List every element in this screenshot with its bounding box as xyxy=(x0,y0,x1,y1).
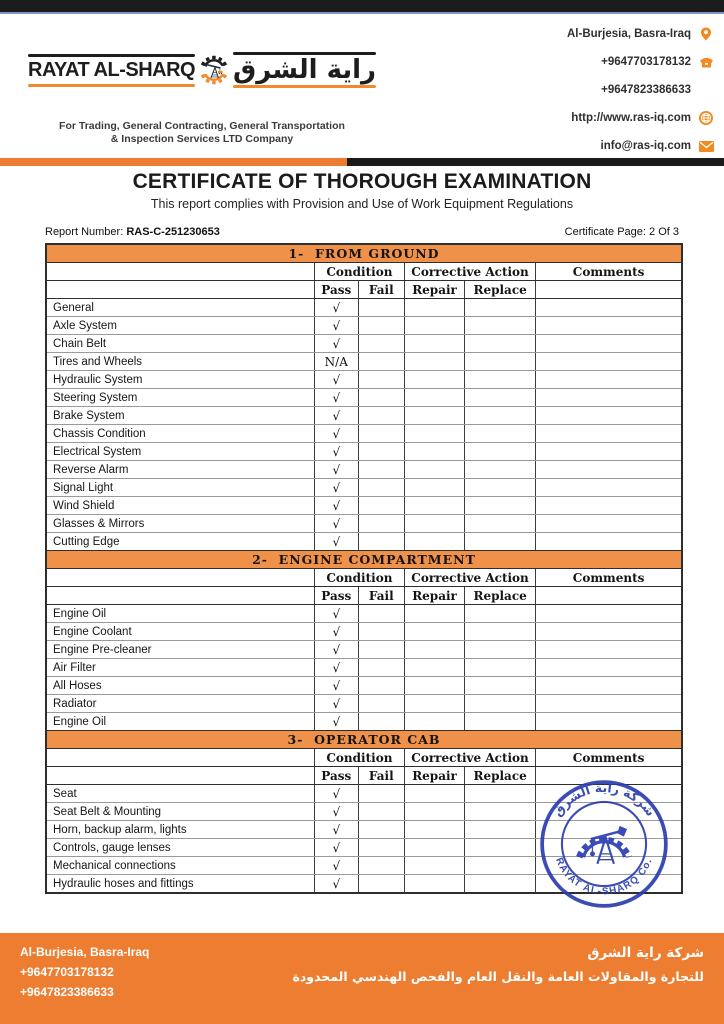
fail-cell xyxy=(358,695,404,712)
fail-cell xyxy=(358,659,404,676)
replace-cell xyxy=(464,821,535,838)
footer-contact xyxy=(20,942,149,1002)
comments-cell xyxy=(535,641,681,658)
contact-phone1-row xyxy=(567,48,714,76)
pass-cell: √ xyxy=(314,515,358,532)
comments-cell xyxy=(535,299,681,316)
repair-header: Repair xyxy=(404,281,464,298)
table-row xyxy=(47,640,681,658)
company-logo-block xyxy=(28,22,376,146)
section-rows xyxy=(47,605,681,730)
table-row xyxy=(47,658,681,676)
condition-header: Condition xyxy=(314,569,404,586)
repair-cell xyxy=(404,821,464,838)
table-header-group-row xyxy=(47,263,681,280)
pass-cell: √ xyxy=(314,389,358,406)
comments-cell xyxy=(535,515,681,532)
certificate-page-value: 2 Of 3 xyxy=(649,226,679,238)
repair-cell xyxy=(404,317,464,334)
table-row xyxy=(47,334,681,352)
replace-cell xyxy=(464,317,535,334)
company-name-arabic: راية الشرق xyxy=(232,55,376,85)
pass-cell: √ xyxy=(314,299,358,316)
item-cell: Engine Oil xyxy=(53,607,107,620)
fail-cell xyxy=(358,335,404,352)
phone-icon xyxy=(698,54,714,70)
replace-cell xyxy=(464,533,535,550)
repair-cell xyxy=(404,299,464,316)
replace-header: Replace xyxy=(464,587,535,604)
repair-cell xyxy=(404,623,464,640)
divider-black-segment xyxy=(347,158,724,166)
item-cell: Chassis Condition xyxy=(53,427,146,440)
pass-cell: √ xyxy=(314,695,358,712)
replace-cell xyxy=(464,875,535,892)
repair-header: Repair xyxy=(404,587,464,604)
table-row xyxy=(47,299,681,316)
section-header-bar xyxy=(47,550,681,569)
stamp-latin-text: RAYAT AL-SHARQ Co. xyxy=(553,856,655,898)
fail-cell xyxy=(358,299,404,316)
pass-cell: √ xyxy=(314,803,358,820)
section-header-bar xyxy=(47,245,681,263)
comments-cell xyxy=(535,623,681,640)
contact-block xyxy=(567,20,714,160)
table-row xyxy=(47,442,681,460)
comments-cell xyxy=(535,713,681,730)
fail-cell xyxy=(358,875,404,892)
gear-pumpjack-logo-icon xyxy=(199,22,229,118)
pass-cell: √ xyxy=(314,497,358,514)
pass-cell: √ xyxy=(314,677,358,694)
item-cell: Signal Light xyxy=(53,481,114,494)
envelope-icon xyxy=(698,138,714,154)
pass-cell: √ xyxy=(314,839,358,856)
replace-cell xyxy=(464,389,535,406)
item-cell: Glasses & Mirrors xyxy=(53,517,145,530)
replace-cell xyxy=(464,695,535,712)
repair-cell xyxy=(404,857,464,874)
item-header-spacer xyxy=(47,263,314,280)
comments-cell xyxy=(535,353,681,370)
corrective-action-header: Corrective Action xyxy=(404,749,535,766)
inspection-section xyxy=(47,245,681,550)
tagline-line2: & Inspection Services LTD Company xyxy=(110,133,294,145)
table-row xyxy=(47,496,681,514)
table-row xyxy=(47,478,681,496)
tagline-line1: For Trading, General Contracting, General Transportation xyxy=(59,120,345,132)
top-bar xyxy=(0,0,724,14)
replace-cell xyxy=(464,677,535,694)
latin-name-wrap xyxy=(28,54,195,87)
company-stamp xyxy=(538,778,670,910)
replace-cell xyxy=(464,299,535,316)
repair-cell xyxy=(404,389,464,406)
replace-cell xyxy=(464,425,535,442)
replace-cell xyxy=(464,659,535,676)
fail-header: Fail xyxy=(358,587,404,604)
replace-cell xyxy=(464,785,535,802)
item-cell: Air Filter xyxy=(53,661,96,674)
fail-cell xyxy=(358,821,404,838)
certificate-title: CERTIFICATE OF THOROUGH EXAMINATION xyxy=(132,170,592,193)
replace-cell xyxy=(464,371,535,388)
pass-cell: √ xyxy=(314,461,358,478)
header-divider xyxy=(0,158,724,166)
table-subheader-row xyxy=(47,280,681,299)
pass-header: Pass xyxy=(314,587,358,604)
comments-cell xyxy=(535,461,681,478)
svg-text:شركة راية الشرق xyxy=(550,781,657,819)
pass-cell: √ xyxy=(314,605,358,622)
repair-cell xyxy=(404,479,464,496)
repair-cell xyxy=(404,335,464,352)
location-pin-icon xyxy=(698,26,714,42)
table-row xyxy=(47,712,681,730)
condition-header: Condition xyxy=(314,263,404,280)
repair-header: Repair xyxy=(404,767,464,784)
table-row xyxy=(47,406,681,424)
item-cell: Cutting Edge xyxy=(53,535,120,548)
item-cell: Hydraulic hoses and fittings xyxy=(53,877,194,890)
fail-cell xyxy=(358,785,404,802)
fail-cell xyxy=(358,353,404,370)
comments-cell xyxy=(535,407,681,424)
item-cell: Chain Belt xyxy=(53,337,107,350)
item-cell: General xyxy=(53,301,94,314)
item-cell: Steering System xyxy=(53,391,138,404)
table-row xyxy=(47,694,681,712)
repair-cell xyxy=(404,695,464,712)
svg-text:RAYAT AL-SHARQ Co. xyxy=(553,856,655,897)
email-text[interactable]: info@ras-iq.com xyxy=(600,140,691,152)
company-name-latin: RAYAT AL-SHARQ xyxy=(28,58,196,81)
pass-cell: √ xyxy=(314,641,358,658)
table-row xyxy=(47,460,681,478)
fail-header: Fail xyxy=(358,767,404,784)
comments-cell xyxy=(535,389,681,406)
fail-cell xyxy=(358,677,404,694)
fail-cell xyxy=(358,425,404,442)
replace-cell xyxy=(464,641,535,658)
comments-header: Comments xyxy=(535,263,681,280)
corrective-action-header: Corrective Action xyxy=(404,263,535,280)
item-cell: Radiator xyxy=(53,697,97,710)
report-info-row xyxy=(45,226,679,238)
item-header-spacer xyxy=(47,749,314,766)
comments-cell xyxy=(535,443,681,460)
fail-cell xyxy=(358,443,404,460)
table-row xyxy=(47,388,681,406)
logo-swoosh-black xyxy=(28,54,195,57)
comments-header: Comments xyxy=(535,749,681,766)
pass-cell: √ xyxy=(314,371,358,388)
fail-cell xyxy=(358,605,404,622)
item-cell: Hydraulic System xyxy=(53,373,143,386)
replace-cell xyxy=(464,803,535,820)
pass-cell: √ xyxy=(314,479,358,496)
item-cell: Engine Oil xyxy=(53,715,107,728)
section-header-bar xyxy=(47,730,681,749)
replace-cell xyxy=(464,857,535,874)
repair-cell xyxy=(404,425,464,442)
website-text[interactable]: http://www.ras-iq.com xyxy=(571,112,691,124)
pass-cell: √ xyxy=(314,875,358,892)
repair-cell xyxy=(404,875,464,892)
pass-cell: N/A xyxy=(314,353,358,370)
document-header xyxy=(0,14,724,158)
section-rows xyxy=(47,299,681,550)
fail-cell xyxy=(358,515,404,532)
pass-header: Pass xyxy=(314,767,358,784)
comments-subheader-spacer xyxy=(535,587,681,604)
fail-cell xyxy=(358,371,404,388)
table-row xyxy=(47,605,681,622)
comments-header: Comments xyxy=(535,569,681,586)
pass-cell: √ xyxy=(314,623,358,640)
pass-cell: √ xyxy=(314,821,358,838)
repair-cell xyxy=(404,677,464,694)
repair-cell xyxy=(404,353,464,370)
table-header-group-row xyxy=(47,749,681,766)
item-cell: Engine Pre-cleaner xyxy=(53,643,152,656)
repair-cell xyxy=(404,407,464,424)
table-row xyxy=(47,316,681,334)
fail-header: Fail xyxy=(358,281,404,298)
table-row xyxy=(47,622,681,640)
section-title: 3- OPERATOR CAB xyxy=(287,732,441,747)
stamp-gear-pumpjack-art xyxy=(579,831,629,864)
item-cell: Mechanical connections xyxy=(53,859,176,872)
section-title: 2- ENGINE COMPARTMENT xyxy=(252,552,476,567)
pass-cell: √ xyxy=(314,317,358,334)
item-cell: Engine Coolant xyxy=(53,625,132,638)
repair-cell xyxy=(404,641,464,658)
item-cell: Tires and Wheels xyxy=(53,355,143,368)
replace-cell xyxy=(464,839,535,856)
contact-website-row[interactable] xyxy=(567,104,714,132)
comments-cell xyxy=(535,533,681,550)
fail-cell xyxy=(358,803,404,820)
repair-cell xyxy=(404,659,464,676)
comments-cell xyxy=(535,425,681,442)
pass-cell: √ xyxy=(314,335,358,352)
footer-address: Al-Burjesia, Basra-Iraq xyxy=(20,945,150,959)
logo-row xyxy=(28,22,376,118)
inspection-section xyxy=(47,550,681,730)
pass-cell: √ xyxy=(314,443,358,460)
table-row xyxy=(47,352,681,370)
replace-cell xyxy=(464,461,535,478)
table-subheader-row xyxy=(47,586,681,605)
comments-cell xyxy=(535,659,681,676)
fail-cell xyxy=(358,461,404,478)
replace-cell xyxy=(464,479,535,496)
footer-phone2: +9647823386633 xyxy=(20,985,114,999)
comments-cell xyxy=(535,605,681,622)
repair-cell xyxy=(404,461,464,478)
item-cell: Axle System xyxy=(53,319,117,332)
certificate-subtitle: This report complies with Provision and Use of Work Equipment Regulations xyxy=(150,197,574,211)
company-tagline xyxy=(28,120,376,146)
comments-cell xyxy=(535,317,681,334)
table-row xyxy=(47,532,681,550)
condition-header: Condition xyxy=(314,749,404,766)
contact-email-row[interactable] xyxy=(567,132,714,160)
fail-cell xyxy=(358,479,404,496)
fail-cell xyxy=(358,389,404,406)
repair-cell xyxy=(404,515,464,532)
repair-cell xyxy=(404,713,464,730)
fail-cell xyxy=(358,533,404,550)
fail-cell xyxy=(358,407,404,424)
item-cell: Seat xyxy=(53,787,77,800)
comments-cell xyxy=(535,479,681,496)
replace-cell xyxy=(464,623,535,640)
phone1-text: +9647703178132 xyxy=(601,56,691,68)
item-cell: Controls, gauge lenses xyxy=(53,841,171,854)
icon-spacer xyxy=(698,82,714,98)
item-subheader-spacer xyxy=(47,767,314,784)
report-number-label: Report Number: xyxy=(45,226,124,238)
comments-cell xyxy=(535,695,681,712)
repair-cell xyxy=(404,785,464,802)
item-subheader-spacer xyxy=(47,281,314,298)
replace-cell xyxy=(464,713,535,730)
item-cell: Brake System xyxy=(53,409,125,422)
comments-cell xyxy=(535,677,681,694)
certificate-page-label: Certificate Page: xyxy=(564,226,646,238)
item-cell: Wind Shield xyxy=(53,499,115,512)
footer-arabic xyxy=(293,942,705,988)
arabic-name-wrap xyxy=(233,52,376,88)
pass-header: Pass xyxy=(314,281,358,298)
comments-cell xyxy=(535,371,681,388)
divider-orange-segment xyxy=(0,158,347,166)
contact-address-row xyxy=(567,20,714,48)
corrective-action-header: Corrective Action xyxy=(404,569,535,586)
replace-cell xyxy=(464,605,535,622)
logo-swoosh-orange-right xyxy=(233,85,376,88)
footer-description-arabic: للتجارة والمقاولات العامة والنقل العام والفحص الهندسي المحدودة xyxy=(292,969,704,984)
table-row xyxy=(47,676,681,694)
repair-cell xyxy=(404,803,464,820)
section-title: 1- FROM GROUND xyxy=(288,246,440,261)
report-number xyxy=(45,226,220,238)
repair-cell xyxy=(404,533,464,550)
repair-cell xyxy=(404,839,464,856)
repair-cell xyxy=(404,443,464,460)
item-cell: Seat Belt & Mounting xyxy=(53,805,162,818)
contact-phone2-row xyxy=(567,76,714,104)
pass-cell: √ xyxy=(314,533,358,550)
globe-icon xyxy=(698,110,714,126)
fail-cell xyxy=(358,497,404,514)
logo-swoosh-orange xyxy=(28,84,195,87)
fail-cell xyxy=(358,839,404,856)
comments-cell xyxy=(535,497,681,514)
table-row xyxy=(47,514,681,532)
stamp-arabic-text: شركة راية الشرق xyxy=(550,780,658,819)
fail-cell xyxy=(358,641,404,658)
replace-cell xyxy=(464,353,535,370)
phone2-text: +9647823386633 xyxy=(601,84,691,96)
pass-cell: √ xyxy=(314,785,358,802)
table-row xyxy=(47,370,681,388)
fail-cell xyxy=(358,857,404,874)
certificate-page xyxy=(565,226,679,238)
pass-cell: √ xyxy=(314,407,358,424)
table-header-group-row xyxy=(47,569,681,586)
comments-cell xyxy=(535,335,681,352)
item-subheader-spacer xyxy=(47,587,314,604)
footer-company-arabic: شركة راية الشرق xyxy=(587,945,704,961)
table-row xyxy=(47,424,681,442)
repair-cell xyxy=(404,497,464,514)
fail-cell xyxy=(358,317,404,334)
replace-header: Replace xyxy=(464,767,535,784)
repair-cell xyxy=(404,371,464,388)
document-footer xyxy=(0,933,724,1024)
pass-cell: √ xyxy=(314,713,358,730)
item-header-spacer xyxy=(47,569,314,586)
address-text: Al-Burjesia, Basra-Iraq xyxy=(567,28,691,40)
fail-cell xyxy=(358,623,404,640)
report-number-value: RAS-C-251230653 xyxy=(126,226,220,238)
item-cell: Electrical System xyxy=(53,445,142,458)
item-cell: All Hoses xyxy=(53,679,102,692)
item-cell: Horn, backup alarm, lights xyxy=(53,823,187,836)
replace-header: Replace xyxy=(464,281,535,298)
pass-cell: √ xyxy=(314,857,358,874)
pass-cell: √ xyxy=(314,659,358,676)
replace-cell xyxy=(464,443,535,460)
fail-cell xyxy=(358,713,404,730)
item-cell: Reverse Alarm xyxy=(53,463,129,476)
replace-cell xyxy=(464,407,535,424)
pass-cell: √ xyxy=(314,425,358,442)
repair-cell xyxy=(404,605,464,622)
replace-cell xyxy=(464,515,535,532)
replace-cell xyxy=(464,497,535,514)
replace-cell xyxy=(464,335,535,352)
comments-subheader-spacer xyxy=(535,281,681,298)
footer-phone1: +9647703178132 xyxy=(20,965,114,979)
